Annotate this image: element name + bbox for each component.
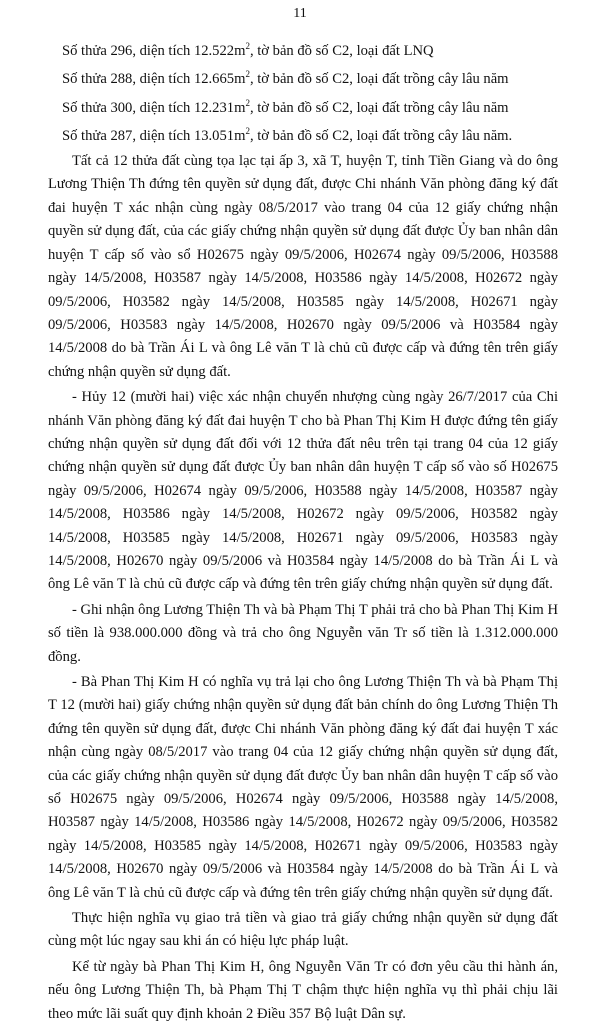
paragraph-return-certificates: - Bà Phan Thị Kim H có nghĩa vụ trả lại cho ông Lương Thiện Th và bà Phạm Thị T 12 (mười hai) giấy chứng nhận quyền sử dụng đất bản chính do ông Lương Thiện Th đứng tên quyền sử dụng đất, được Chi nhánh Văn phòng đăng ký đất đai huyện T xác nhận cùng ngày 08/5/2017 vào trang 04 của 12 giấy chứng nhận quyền sử dụng đất, của các giấy chứng nhận quyền sử dụng đất được Ủy ban nhân dân huyện T cấp số vào sổ H02675 ngày 09/5/2006, H02674 ngày 09/5/2006, H03588 ngày 14/5/2008, H03587 ngày 14/5/2008, H03586 ngày 14/5/2008, H02672 ngày 09/5/2006, H03582 ngày 14/5/2008, H03585 ngày 14/5/2008, H02671 ngày 09/5/2006, H03583 ngày 14/5/2008, H02670 ngày 09/5/2006 và H03584 ngày 14/5/2008 do bà Trần Ái L và ông Lê văn T là chủ cũ được cấp và đứng tên trên giấy chứng nhận quyền sử dụng đất. [48,674,558,901]
plot-line-288: Số thửa 288, diện tích $12.665m^2$, tờ bản đồ số C2, loại đất trồng cây lâu năm [62,69,509,88]
plot-line-296: Số thửa 296, diện tích $12.522m^2$, tờ bản đồ số C2, loại đất LNQ [62,41,434,59]
paragraph-land-summary: Tất cả 12 thửa đất cùng tọa lạc tại ấp 3, xã T, huyện T, tỉnh Tiền Giang và do ông Lương Thiện Th đứng tên quyền sử dụng đất, được Chi nhánh Văn phòng đăng ký đất đai huyện T xác nhận cùng ngày 08/5/2017 vào trang 04 của 12 giấy chứng nhận quyền sử dụng đất, của các giấy chứng nhận quyền sử dụng đất được Ủy ban nhân dân huyện T cấp số vào sổ H02675 ngày 09/5/2006, H02674 ngày 09/5/2006, H03588 ngày 14/5/2008, H03587 ngày 14/5/2008, H03586 ngày 14/5/2008, H02672 ngày 09/5/2006, H03582 ngày 14/5/2008, H03585 ngày 14/5/2008, H02671 ngày 09/5/2006, H03583 ngày 14/5/2008, H02670 ngày 09/5/2006 và H03584 ngày 14/5/2008 do bà Trần Ái L và ông Lê văn T là chủ cũ được cấp và đứng tên trên giấy chứng nhận quyền sử dụng đất. [48,153,558,380]
paragraph-cancel-transfer: - Hủy 12 (mười hai) việc xác nhận chuyển nhượng cùng ngày 26/7/2017 của Chi nhánh Văn phòng đăng ký đất đai huyện T cho bà Phan Thị Kim H được đứng tên giấy chứng nhận quyền sử dụng đất đối với 12 thửa đất nêu trên tại trang 04 của 12 giấy chứng nhận quyền sử dụng đất được Ủy ban nhân dân huyện T cấp số vào số H02675 ngày 09/5/2006, H02674 ngày 09/5/2006, H03588 ngày 14/5/2008, H03587 ngày 14/5/2008, H03586 ngày 14/5/2008, H02672 ngày 09/5/2006, H03582 ngày 14/5/2008, H03585 ngày 14/5/2008, H02671 ngày 09/5/2006, H03583 ngày 14/5/2008, H02670 ngày 09/5/2006 và H03584 ngày 14/5/2008 do bà Trần Ái L và ông Lê văn T là chủ cũ được cấp và đứng tên trên giấy chứng nhận quyền sử dụng đất. [48,389,558,593]
document-body [48,35,558,1026]
paragraph-payment-obligation: - Ghi nhận ông Lương Thiện Th và bà Phạm Thị T phải trả cho bà Phan Thị Kim H số tiền là 938.000.000 đồng và trả cho ông Nguyễn văn Tr số tiền là 1.312.000.000 đồng. [48,601,558,665]
paragraph-late-interest: Kể từ ngày bà Phan Thị Kim H, ông Nguyễn Văn Tr có đơn yêu cầu thi hành án, nếu ông Lương Thiện Th, bà Phạm Thị T chậm thực hiện nghĩa vụ thì phải chịu lãi theo mức lãi suất quy định khoản 2 Điều 357 Bộ luật Dân sự. [48,958,558,1022]
plot-line-300: Số thửa 300, diện tích $12.231m^2$, tờ bản đồ số C2, loại đất trồng cây lâu năm [62,97,509,116]
plot-line-287: Số thửa 287, diện tích $13.051m^2$, tờ bản đồ số C2, loại đất trồng cây lâu năm. [62,125,513,144]
paragraph-execution-timing: Thực hiện nghĩa vụ giao trả tiền và giao trả giấy chứng nhận quyền sử dụng đất cùng một lúc ngay sau khi án có hiệu lực pháp luật. [48,910,558,950]
page-number: 11 [293,6,307,21]
